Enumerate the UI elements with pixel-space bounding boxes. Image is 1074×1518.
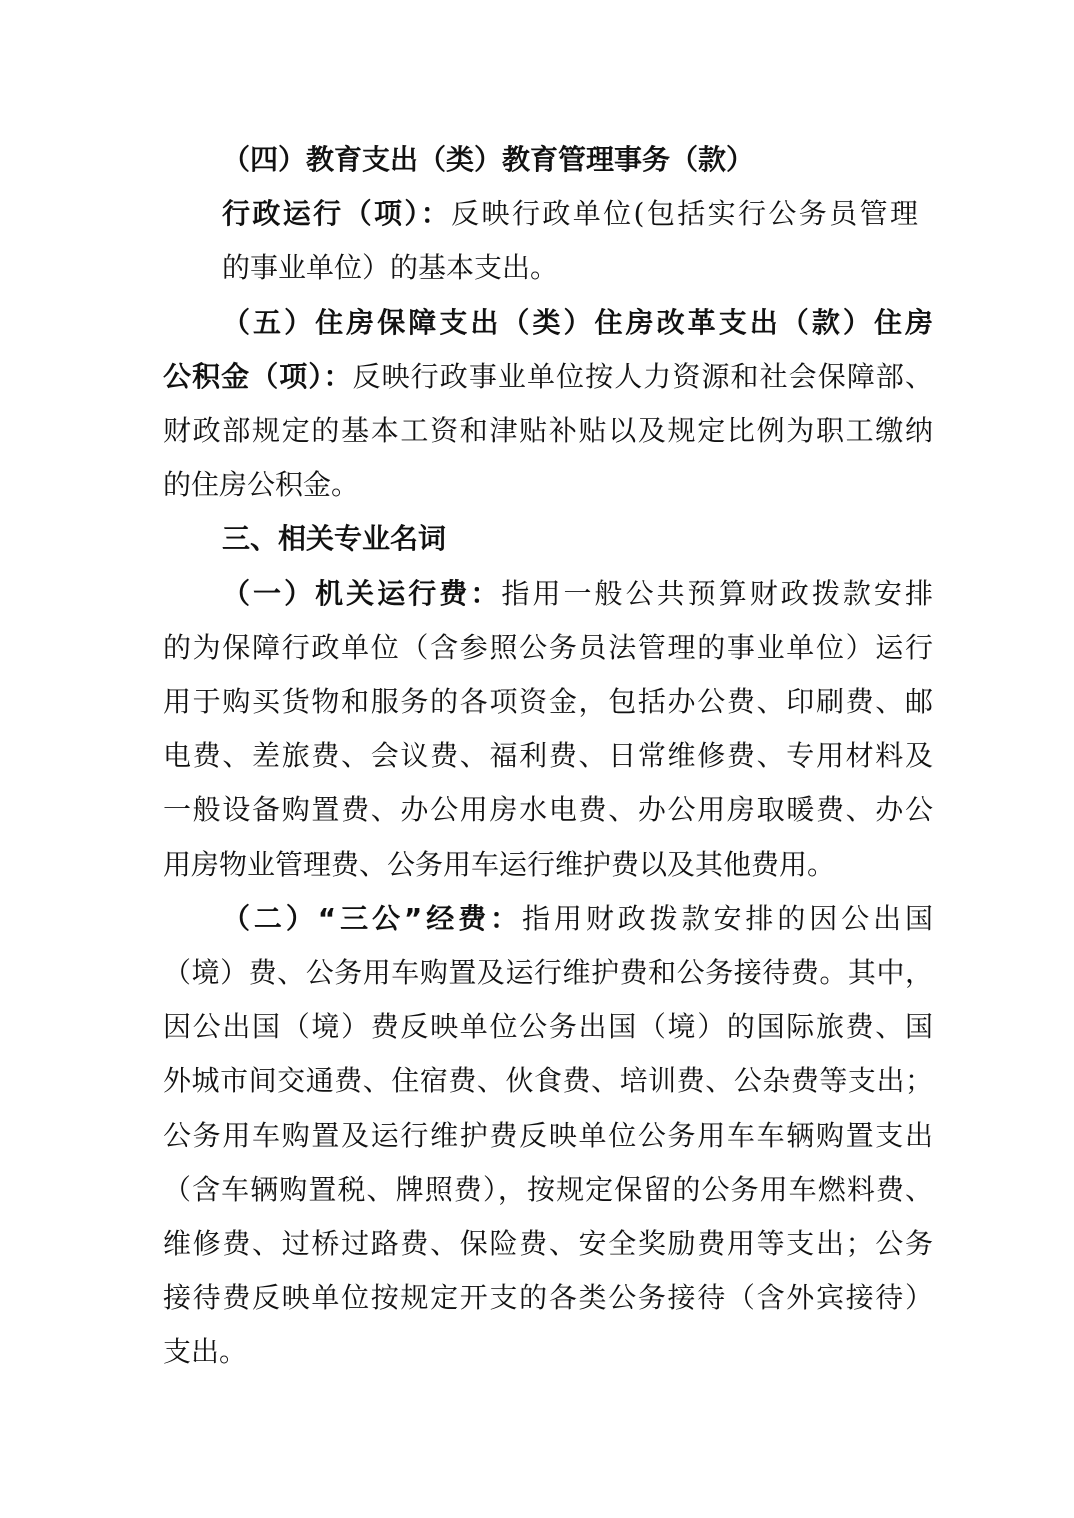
paragraph-three-public-expenses-line	[163, 1173, 933, 1207]
body-text: 维修费、过桥过路费、保险费、安全奖励费用等支出；公务	[163, 1227, 933, 1260]
body-text: 用房物业管理费、公务用车运行维护费以及其他费用。	[163, 847, 836, 881]
paragraph-operating-expenses-line	[163, 848, 835, 882]
paragraph-operating-expenses-line	[163, 685, 933, 719]
body-text: 反映行政单位(包括实行公务员管理	[451, 197, 918, 231]
paragraph-three-public-expenses-line	[163, 1119, 933, 1153]
body-text: 支出。	[163, 1335, 248, 1369]
section-heading-terms-line	[222, 522, 446, 556]
paragraph-operating-expenses-line	[163, 631, 933, 665]
body-text: 用于购买货物和服务的各项资金，包括办公费、印刷费、邮	[163, 685, 933, 718]
paragraph-three-public-expenses-line	[163, 1064, 933, 1098]
body-text: 财政部规定的基本工资和津贴补贴以及规定比例为职工缴纳	[163, 414, 933, 447]
body-text: 的住房公积金。	[163, 468, 360, 502]
body-text: 指用一般公共预算财政拨款安排	[501, 576, 933, 610]
paragraph-operating-expenses-line	[222, 577, 933, 611]
paragraph-three-public-expenses-line	[163, 1281, 933, 1315]
body-text: 指用财政拨款安排的因公出国	[521, 901, 933, 935]
paragraph-housing-fund-line	[163, 360, 933, 394]
paragraph-administrative-operation-line	[222, 197, 918, 231]
paragraph-operating-expenses-line	[163, 793, 933, 827]
body-text: 外城市间交通费、住宿费、伙食费、培训费、公杂费等支出；	[163, 1064, 933, 1098]
bold-term: 行政运行（项）：	[222, 197, 452, 231]
paragraph-administrative-operation-line	[222, 251, 558, 285]
paragraph-three-public-expenses-line	[163, 1227, 933, 1261]
bold-term: （五）住房保障支出（类）住房改革支出（款）住房	[222, 305, 933, 339]
bold-term: 公积金（项）：	[163, 359, 353, 393]
paragraph-three-public-expenses-line	[222, 902, 933, 936]
body-text: （含车辆购置税、牌照费），按规定保留的公务用车燃料费、	[163, 1172, 933, 1206]
bold-term: （二）“三公”经费：	[222, 901, 522, 935]
body-text: 的为保障行政单位（含参照公务员法管理的事业单位）运行	[163, 630, 933, 664]
paragraph-housing-fund-line	[163, 468, 359, 502]
body-text: 的事业单位）的基本支出。	[222, 251, 559, 285]
body-text: 接待费反映单位按规定开支的各类公务接待（含外宾接待）	[163, 1281, 933, 1315]
bold-term: （一）机关运行费：	[222, 576, 502, 610]
bold-term: 三、相关专业名词	[222, 522, 447, 556]
paragraph-operating-expenses-line	[163, 739, 933, 773]
body-text: 反映行政事业单位按人力资源和社会保障部、	[352, 359, 933, 393]
paragraph-three-public-expenses-line	[163, 1010, 933, 1044]
paragraph-three-public-expenses-line	[163, 1335, 247, 1369]
body-text: 一般设备购置费、办公用房水电费、办公用房取暖费、办公	[163, 793, 933, 827]
paragraph-housing-fund-line	[222, 306, 933, 340]
body-text: 因公出国（境）费反映单位公务出国（境）的国际旅费、国	[163, 1010, 933, 1044]
paragraph-housing-fund-line	[163, 414, 933, 448]
body-text: （境）费、公务用车购置及运行维护费和公务接待费。其中，	[163, 956, 933, 989]
paragraph-three-public-expenses-line	[163, 956, 933, 990]
bold-term: （四）教育支出（类）教育管理事务（款）	[222, 143, 755, 176]
body-text: 电费、差旅费、会议费、福利费、日常维修费、专用材料及	[163, 739, 933, 773]
body-text: 公务用车购置及运行维护费反映单位公务用车车辆购置支出	[163, 1118, 933, 1152]
heading-education-admin-line	[222, 143, 754, 177]
